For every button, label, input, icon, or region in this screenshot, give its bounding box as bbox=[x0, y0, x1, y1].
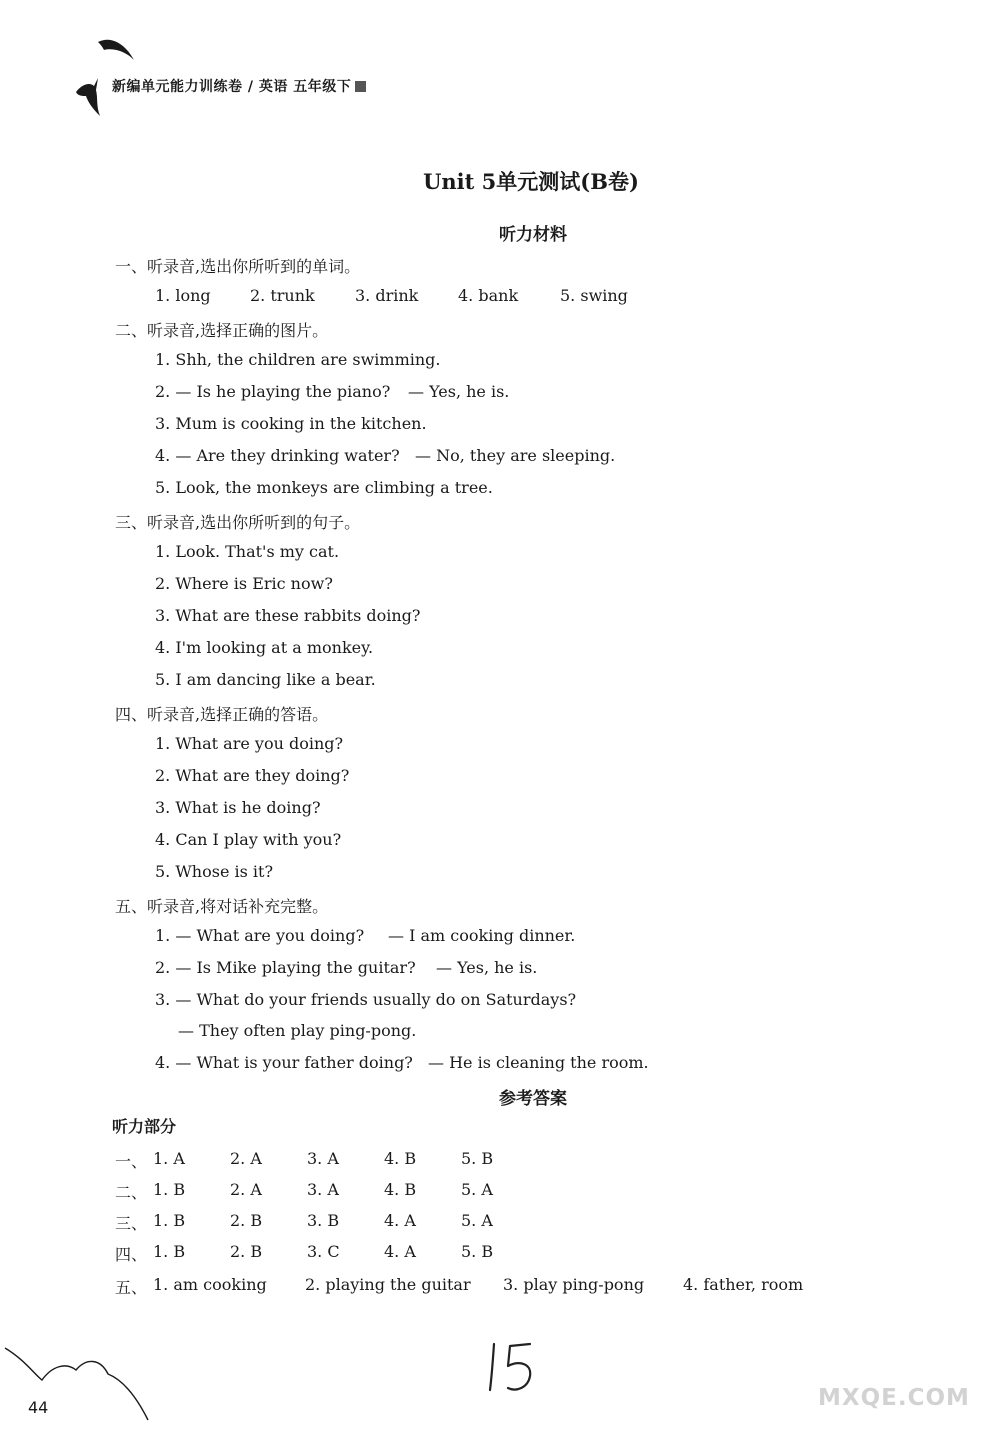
handwritten-note bbox=[480, 1338, 550, 1398]
answer-item: 2. playing the guitar bbox=[305, 1275, 471, 1294]
sentence-line: 3. — What do your friends usually do on Saturdays? bbox=[155, 990, 577, 1009]
bird-outline-icon bbox=[0, 1340, 160, 1430]
sentence-line: 2. — Is he playing the piano? bbox=[155, 382, 391, 401]
answers-part-title: 听力部分 bbox=[112, 1117, 177, 1136]
answer-item: 5. A bbox=[461, 1211, 493, 1230]
birds-logo-icon bbox=[68, 30, 138, 120]
word-item: 5. swing bbox=[560, 286, 628, 305]
answer-row-label: 二、 bbox=[115, 1183, 148, 1202]
answer-item: 2. B bbox=[230, 1242, 263, 1261]
sentence-line: 4. Can I play with you? bbox=[155, 830, 342, 849]
sentence-reply: — He is cleaning the room. bbox=[428, 1053, 649, 1072]
answer-item: 2. A bbox=[230, 1149, 262, 1168]
word-item: 4. bank bbox=[458, 286, 519, 305]
sentence-reply: — Yes, he is. bbox=[436, 958, 538, 977]
answer-item: 3. A bbox=[307, 1180, 339, 1199]
answer-item: 4. A bbox=[384, 1211, 416, 1230]
answer-item: 1. B bbox=[153, 1180, 186, 1199]
section-5-title: 五、听录音,将对话补充完整。 bbox=[115, 897, 329, 916]
word-item: 2. trunk bbox=[250, 286, 315, 305]
word-item: 3. drink bbox=[355, 286, 419, 305]
answers-heading: 参考答案 bbox=[499, 1089, 567, 1109]
answer-item: 5. B bbox=[461, 1149, 494, 1168]
sentence-line: 4. — Are they drinking water? bbox=[155, 446, 400, 465]
sentence-line: 4. I'm looking at a monkey. bbox=[155, 638, 374, 657]
answer-row-label: 三、 bbox=[115, 1214, 148, 1233]
sentence-line: 2. What are they doing? bbox=[155, 766, 350, 785]
sentence-line: 3. What is he doing? bbox=[155, 798, 321, 817]
answer-item: 4. B bbox=[384, 1149, 417, 1168]
answer-item: 4. A bbox=[384, 1242, 416, 1261]
sentence-line: 1. Look. That's my cat. bbox=[155, 542, 340, 561]
page-title: Unit 5单元测试(B卷) bbox=[423, 169, 639, 194]
answer-item: 4. father, room bbox=[683, 1275, 804, 1294]
section-1-title: 一、听录音,选出你所听到的单词。 bbox=[115, 257, 361, 276]
header-square-icon bbox=[355, 81, 366, 92]
sentence-line: 1. — What are you doing? bbox=[155, 926, 365, 945]
answer-item: 1. A bbox=[153, 1149, 185, 1168]
sentence-line: 2. Where is Eric now? bbox=[155, 574, 333, 593]
answer-item: 5. B bbox=[461, 1242, 494, 1261]
answer-item: 3. play ping-pong bbox=[503, 1275, 645, 1294]
sentence-reply: — I am cooking dinner. bbox=[388, 926, 576, 945]
sentence-line: 1. What are you doing? bbox=[155, 734, 344, 753]
answer-row-label: 四、 bbox=[115, 1245, 148, 1264]
sentence-reply: — They often play ping-pong. bbox=[178, 1021, 417, 1040]
answer-item: 3. C bbox=[307, 1242, 340, 1261]
listening-material-heading: 听力材料 bbox=[499, 225, 567, 245]
sentence-reply: — No, they are sleeping. bbox=[415, 446, 616, 465]
answer-row-label: 五、 bbox=[115, 1278, 148, 1297]
answer-item: 3. B bbox=[307, 1211, 340, 1230]
sentence-line: 5. Whose is it? bbox=[155, 862, 274, 881]
sentence-reply: — Yes, he is. bbox=[408, 382, 510, 401]
word-item: 1. long bbox=[155, 286, 211, 305]
sentence-line: 1. Shh, the children are swimming. bbox=[155, 350, 441, 369]
sentence-line: 3. Mum is cooking in the kitchen. bbox=[155, 414, 427, 433]
header-book-title: 新编单元能力训练卷 / 英语 五年级下 bbox=[112, 76, 366, 96]
section-3-title: 三、听录音,选出你所听到的句子。 bbox=[115, 513, 361, 532]
sentence-line: 5. I am dancing like a bear. bbox=[155, 670, 376, 689]
sentence-line: 3. What are these rabbits doing? bbox=[155, 606, 421, 625]
sentence-line: 4. — What is your father doing? bbox=[155, 1053, 413, 1072]
answer-item: 2. A bbox=[230, 1180, 262, 1199]
answer-item: 3. A bbox=[307, 1149, 339, 1168]
answer-item: 1. am cooking bbox=[153, 1275, 267, 1294]
answer-item: 1. B bbox=[153, 1242, 186, 1261]
answer-item: 1. B bbox=[153, 1211, 186, 1230]
answer-item: 4. B bbox=[384, 1180, 417, 1199]
sentence-line: 5. Look, the monkeys are climbing a tree. bbox=[155, 478, 493, 497]
section-2-title: 二、听录音,选择正确的图片。 bbox=[115, 321, 329, 340]
watermark: MXQE.COM bbox=[818, 1385, 970, 1411]
answer-item: 5. A bbox=[461, 1180, 493, 1199]
page-number: 44 bbox=[28, 1398, 49, 1417]
section-4-title: 四、听录音,选择正确的答语。 bbox=[115, 705, 329, 724]
answer-item: 2. B bbox=[230, 1211, 263, 1230]
answer-row-label: 一、 bbox=[115, 1152, 148, 1171]
sentence-line: 2. — Is Mike playing the guitar? bbox=[155, 958, 416, 977]
